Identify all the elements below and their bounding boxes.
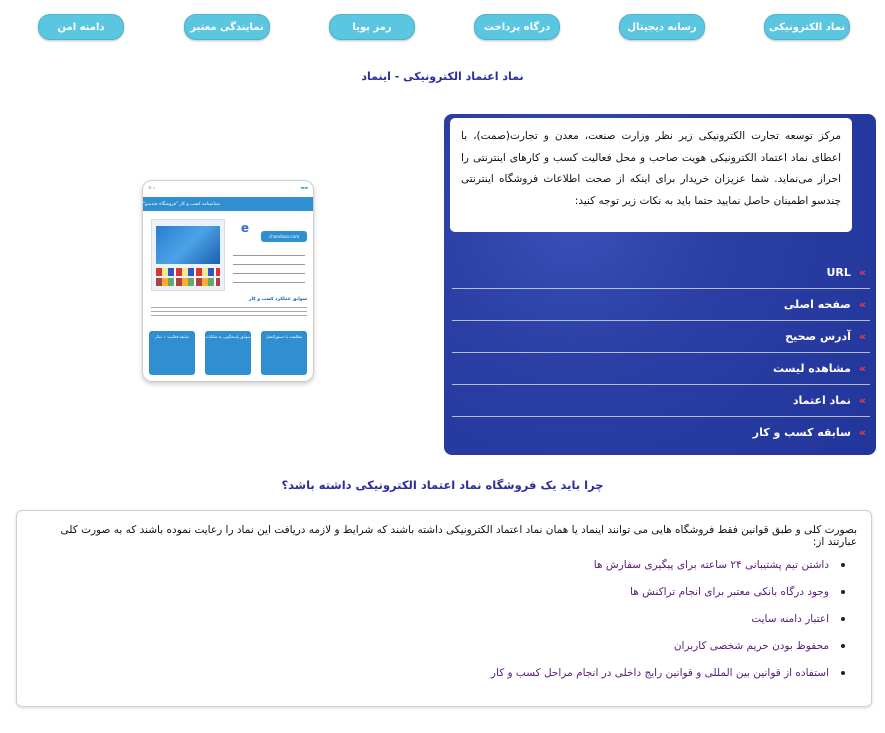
preview-products-row <box>156 278 220 286</box>
double-chevron-down-icon: » <box>858 265 866 279</box>
enamad-preview-image <box>142 180 314 382</box>
tab-electronic-symbol[interactable]: نماد الکترونیکی <box>764 14 850 40</box>
preview-section-text <box>151 307 307 319</box>
bullet-icon <box>841 563 845 567</box>
page-title: نماد اعتماد الکترونیکی - اینماد <box>361 70 524 83</box>
preview-card: سوابق پاسخگویی به شکایات <box>205 331 251 375</box>
list-item-text: داشتن تیم پشتیبانی ۲۴ ساعته برای پیگیری سفارش ها <box>593 559 829 571</box>
tab-authorized-agency[interactable]: نمایندگی معتبر <box>184 14 270 40</box>
enamad-logo-icon: e <box>240 221 250 235</box>
preview-info-lines <box>233 255 305 285</box>
list-item-text: وجود درگاه بانکی معتبر برای انجام تراکنش ها <box>630 586 829 598</box>
accordion-label: نماد اعتماد <box>792 393 851 407</box>
bullet-icon <box>841 671 845 675</box>
double-chevron-down-icon: » <box>858 297 866 311</box>
accordion-label: مشاهده لیست <box>772 361 851 375</box>
accordion-label: آدرس صحیح <box>785 329 851 343</box>
accordion-item-url[interactable] <box>452 256 870 289</box>
double-chevron-down-icon: » <box>858 361 866 375</box>
tab-payment-gateway[interactable]: درگاه پرداخت <box>474 14 560 40</box>
preview-topbar <box>143 181 313 193</box>
accordion-label: صفحه اصلی <box>783 297 851 311</box>
why-heading: چرا باید یک فروشگاه نماد اعتماد الکترونیکی داشته باشد؟ <box>281 478 604 492</box>
list-item <box>674 640 845 652</box>
preview-logo: ▬▬ <box>300 184 308 190</box>
double-chevron-down-icon: » <box>858 393 866 407</box>
requirements-intro: بصورت کلی و طبق قوانین فقط فروشگاه هایی می توانند اینماد یا همان نماد اعتماد الکترونیکی داشته باشند که شرایط و لازمه دریافت این نماد را رعایت نموده باشند که به صورت کلی عبارتند از: <box>60 524 857 548</box>
info-panel <box>444 114 876 455</box>
top-tabs <box>40 14 850 40</box>
accordion-label: URL <box>826 265 851 279</box>
preview-header <box>143 197 313 211</box>
preview-banner <box>156 226 220 264</box>
list-item-text: محفوظ بودن حریم شخصی کاربران <box>673 640 829 652</box>
double-chevron-down-icon: » <box>858 329 866 343</box>
list-item <box>594 559 845 571</box>
list-item-text: استفاده از قوانین بین المللی و قوانین رایج داخلی در انجام مراحل کسب و کار <box>490 667 829 679</box>
preview-products-row <box>156 268 220 276</box>
preview-header-text: شناسنامه کسب و کار "فروشگاه چندسو" <box>143 201 220 207</box>
menu-icon: ☰ ⌕ <box>148 184 156 190</box>
accordion-label: سابقه کسب و کار <box>752 425 851 439</box>
bullet-icon <box>841 617 845 621</box>
requirements-card <box>16 510 872 707</box>
tab-secure-domain[interactable]: دامنه امن <box>38 14 124 40</box>
accordion-item-view-list[interactable] <box>452 352 870 385</box>
tab-dynamic-password[interactable]: رمز پویا <box>329 14 415 40</box>
accordion-item-correct-address[interactable] <box>452 320 870 353</box>
preview-site-button: chandsoo.com <box>261 231 307 242</box>
intro-card: مرکز توسعه تجارت الکترونیکی زیر نظر وزارت صنعت، معدن و تجارت(صمت)، با اعطای نماد اعتماد الکترونیکی هویت صاحب و محل فعالیت کسب و کارهای اینترنتی را احراز می‌نماید. شما عزیزان خریدار برای اینکه از صحت اطلاعات فروشگاه اینترنتی چندسو اطمینان حاصل نمایید حتما باید به نکات زیر توجه کنید: <box>450 118 852 232</box>
list-item <box>751 613 845 625</box>
double-chevron-down-icon: » <box>858 425 866 439</box>
bullet-icon <box>841 644 845 648</box>
accordion-item-homepage[interactable] <box>452 288 870 321</box>
tab-digital-media[interactable]: رسانه دیجیتال <box>619 14 705 40</box>
list-item <box>630 586 845 598</box>
accordion-item-trust-symbol[interactable] <box>452 384 870 417</box>
preview-shop-image <box>151 219 225 291</box>
accordion-item-business-history[interactable] <box>452 416 870 448</box>
preview-card: مطابقت با دستورالعمل <box>261 331 307 375</box>
list-item-text: اعتبار دامنه سایت <box>751 613 829 625</box>
list-item <box>491 667 845 679</box>
preview-section-title: سوابق عملکرد کسب و کار <box>248 297 307 302</box>
bullet-icon <box>841 590 845 594</box>
preview-card: سابقه فعالیت: ۱ سال <box>149 331 195 375</box>
